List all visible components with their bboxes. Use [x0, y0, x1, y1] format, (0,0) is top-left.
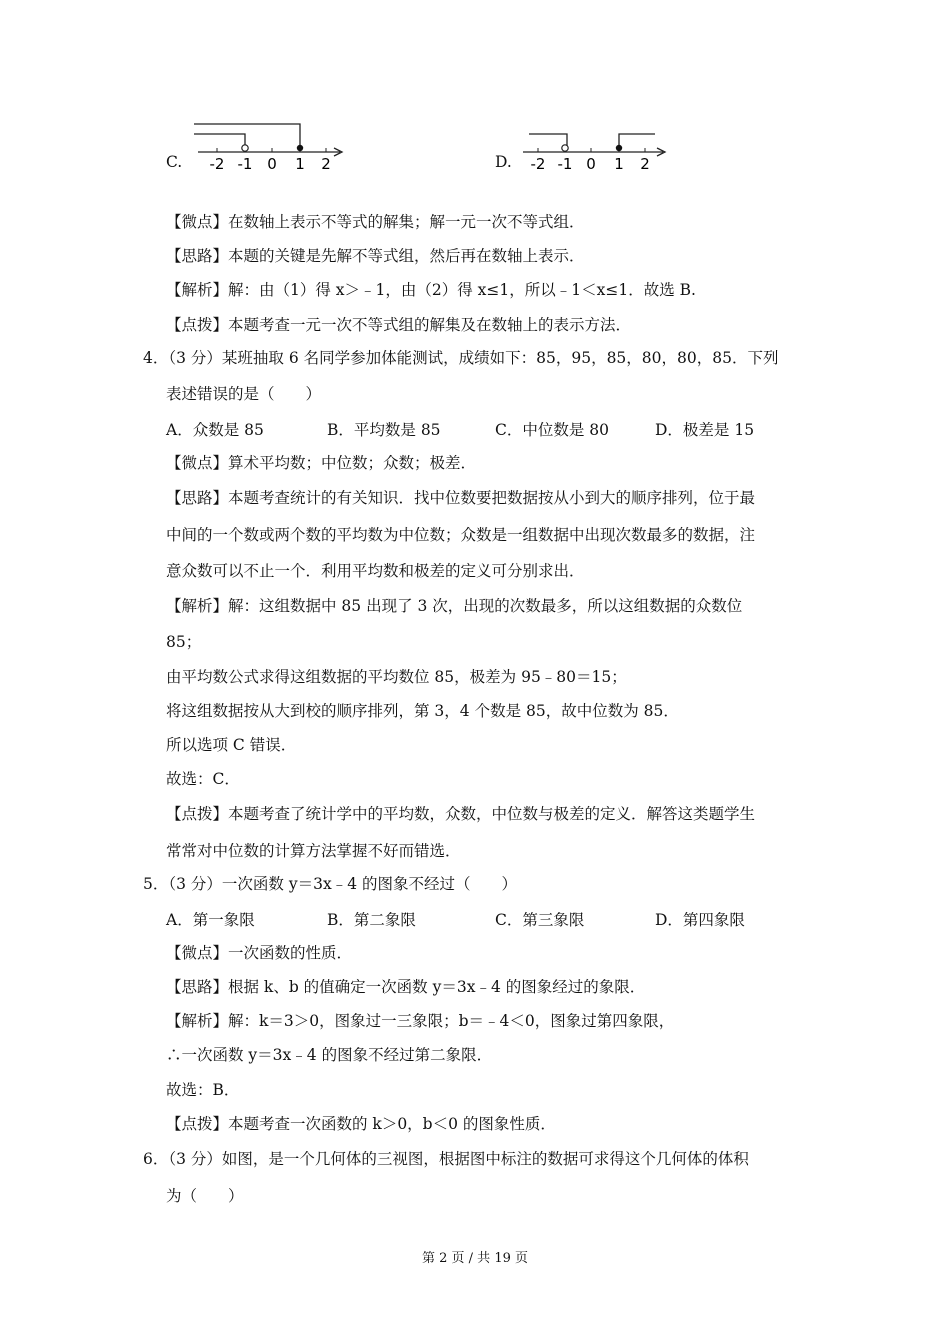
q5-silu: 【思路】根据 k、b 的值确定一次函数 y＝3x﹣4 的图象经过的象限．	[166, 978, 646, 996]
tick-label: 2	[640, 155, 650, 173]
tick-label: -2	[530, 155, 546, 173]
q5-jiexi-3: 故选：B．	[166, 1081, 240, 1099]
tick-label: -1	[237, 155, 253, 173]
q5-weidian: 【微点】一次函数的性质．	[166, 944, 353, 962]
number-line-d	[515, 118, 675, 176]
ray-c-right	[194, 124, 300, 148]
q3-weidian: 【微点】在数轴上表示不等式的解集；解一元一次不等式组．	[166, 213, 585, 231]
q5-jiexi-1: 【解析】解：k＝3＞0，图象过一三象限；b＝﹣4＜0，图象过第四象限，	[166, 1012, 675, 1030]
q4-jiexi-4: 将这组数据按从大到校的顺序排列，第 3，4 个数是 85，故中位数为 85．	[166, 702, 679, 720]
q4-silu-1: 【思路】本题考查统计的有关知识．找中位数要把数据按从小到大的顺序排列，位于最	[166, 489, 756, 507]
closed-point-c	[297, 145, 303, 151]
tick-label: -2	[209, 155, 225, 173]
page-footer: 第 2 页 / 共 19 页	[422, 1251, 528, 1266]
tick-label: 2	[321, 155, 331, 173]
tick-label: 0	[267, 155, 277, 173]
tick-label: 0	[586, 155, 596, 173]
number-line-c	[190, 118, 350, 176]
q4-dianbo-2: 常常对中位数的计算方法掌握不好而错选．	[166, 842, 461, 860]
open-point-c	[242, 145, 248, 151]
q4-stem: 4．（3 分）某班抽取 6 名同学参加体能测试，成绩如下：85，95，85，80，80，85．下列	[143, 349, 779, 367]
q4-option-a: A．众数是 85	[166, 421, 264, 439]
ray-d-left	[529, 134, 567, 148]
ray-d-right	[619, 134, 655, 148]
q3-dianbo: 【点拨】本题考查一元一次不等式组的解集及在数轴上的表示方法．	[166, 316, 632, 334]
q4-silu-2: 中间的一个数或两个数的平均数为中位数；众数是一组数据中出现次数最多的数据，注	[166, 526, 756, 544]
q4-stem-cont: 表述错误的是（ ）	[166, 385, 322, 403]
q4-weidian: 【微点】算术平均数；中位数；众数；极差．	[166, 454, 477, 472]
q5-jiexi-2: ∴一次函数 y＝3x﹣4 的图象不经过第二象限．	[166, 1046, 493, 1064]
q4-jiexi-1: 【解析】解：这组数据中 85 出现了 3 次，出现的次数最多，所以这组数据的众数位	[166, 597, 743, 615]
option-d-label: D.	[495, 153, 512, 171]
option-c-label: C.	[166, 153, 183, 171]
ray-c-left	[194, 134, 245, 148]
q5-option-d: D．第四象限	[655, 911, 745, 929]
q3-jiexi: 【解析】解：由（1）得 x＞﹣1，由（2）得 x≤1，所以﹣1＜x≤1．故选 B.	[166, 281, 696, 299]
q4-option-d: D．极差是 15	[655, 421, 755, 439]
q4-dianbo-1: 【点拨】本题考查了统计学中的平均数，众数，中位数与极差的定义．解答这类题学生	[166, 805, 756, 823]
q5-option-a: A．第一象限	[166, 911, 255, 929]
q5-option-b: B．第二象限	[327, 911, 416, 929]
q6-stem-cont: 为（ ）	[166, 1187, 244, 1205]
q5-stem: 5．（3 分）一次函数 y＝3x﹣4 的图象不经过（ ）	[143, 875, 517, 893]
q4-silu-3: 意众数可以不止一个．利用平均数和极差的定义可分别求出．	[166, 562, 585, 580]
q4-jiexi-3: 由平均数公式求得这组数据的平均数位 85，极差为 95﹣80＝15；	[166, 668, 627, 686]
q4-jiexi-5: 所以选项 C 错误．	[166, 736, 297, 754]
q5-option-c: C．第三象限	[495, 911, 585, 929]
q4-option-c: C．中位数是 80	[495, 421, 610, 439]
open-point-d	[562, 145, 568, 151]
q6-stem: 6．（3 分）如图，是一个几何体的三视图，根据图中标注的数据可求得这个几何体的体积	[143, 1150, 749, 1168]
tick-label: -1	[557, 155, 573, 173]
q4-jiexi-2: 85；	[166, 633, 202, 651]
q4-jiexi-6: 故选：C．	[166, 770, 240, 788]
q5-dianbo: 【点拨】本题考查一次函数的 k＞0，b＜0 的图象性质．	[166, 1115, 556, 1133]
q3-silu: 【思路】本题的关键是先解不等式组，然后再在数轴上表示．	[166, 247, 585, 265]
tick-label: 1	[295, 155, 305, 173]
q4-option-b: B．平均数是 85	[327, 421, 441, 439]
tick-label: 1	[614, 155, 624, 173]
closed-point-d	[616, 145, 622, 151]
